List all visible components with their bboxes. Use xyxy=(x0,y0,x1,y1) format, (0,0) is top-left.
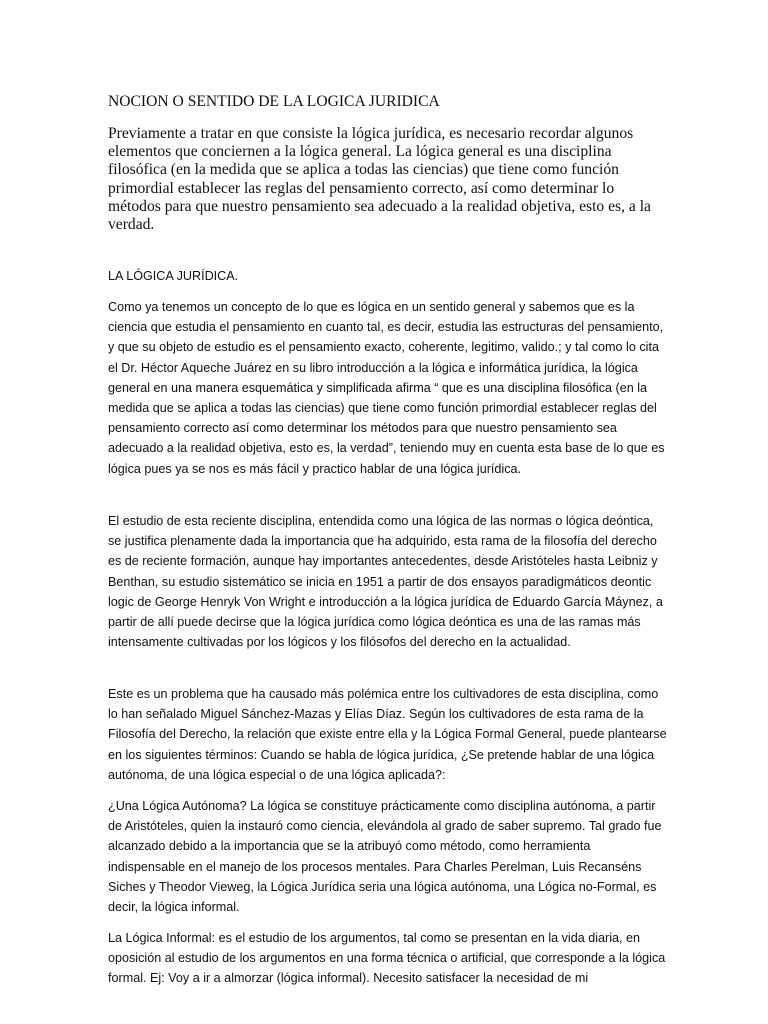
paragraph-informal-logic: La Lógica Informal: es el estudio de los argumentos, tal como se presentan en la vida diaria, en oposición al estudio de los argumentos en una forma técnica o artificial, que corresponde a la lógica formal. Ej: Voy a ir a almorzar (lógica informal). Necesito satisfacer la necesidad de mi xyxy=(108,931,666,986)
paragraph-deontic-logic: El estudio de esta reciente disciplina, entendida como una lógica de las normas o lógica deóntica, se justifica plenamente dada la importancia que ha adquirido, esta rama de la filosofía del derecho es de reciente formación, aunque hay importantes antecedentes, desde Aristóteles hasta Leibniz y Benthan, su estudio sistemático se inicia en 1951 a partir de dos ensayos paradigmáticos deontic logic de George Henryk Von Wright e introducción a la lógica jurídica de Eduardo García Máynez, a partir de allí puede decirse que la lógica jurídica como lógica deóntica es una de las ramas más intensamente cultivadas por los lógicos y los filósofos del derecho en la actualidad. xyxy=(108,514,663,650)
paragraph-autonomous-logic: ¿Una Lógica Autónoma? La lógica se constituye prácticamente como disciplina autónoma, a partir de Aristóteles, quien la instauró como ciencia, elevándola al grado de saber supremo. Tal grado fue alcanzado debido a la importancia que se la atribuyó como método, como herramienta indispensable en el manejo de los procesos mentales. Para Charles Perelman, Luis Recanséns Siches y Theodor Vieweg, la Lógica Jurídica seria una lógica autónoma, una Lógica no-Formal, es decir, la lógica informal. xyxy=(108,799,662,915)
document-title: NOCION O SENTIDO DE LA LOGICA JURIDICA xyxy=(108,93,440,110)
intro-paragraph: Previamente a tratar en que consiste la lógica jurídica, es necesario recordar algunos elementos que conciernen a la lógica general. La lógica general es una disciplina filosófica (en la medida que se aplica a todas las ciencias) que tiene como función primordial establecer las reglas del pensamiento correcto, así como determinar lo métodos para que nuestro pensamiento sea adecuado a la realidad objetiva, esto es, a la verdad. xyxy=(108,125,651,234)
paragraph-general-logic: Como ya tenemos un concepto de lo que es lógica en un sentido general y sabemos que es la ciencia que estudia el pensamiento en cuanto tal, es decir, estudia las estructuras del pensamiento, y que su objeto de estudio es el pensamiento exacto, coherente, legitimo, valido.; y tal como lo cita el Dr. Héctor Aqueche Juárez en su libro introducción a la lógica e informática jurídica, la lógica general en una manera esquemática y simplificada afirma “ que es una disciplina filosófica (en la medida que se aplica a todas las ciencias) que tiene como función primordial establecer reglas del pensamiento correcto así como determinar los métodos para que nuestro pensamiento sea adecuado a la realidad objetiva, esto es, la verdad”, teniendo muy en cuenta esta base de lo que es lógica pues ya se nos es más fácil y practico hablar de una lógica jurídica. xyxy=(108,300,665,476)
section-heading: LA LÓGICA JURÍDICA. xyxy=(108,269,239,283)
paragraph-polemic: Este es un problema que ha causado más polémica entre los cultivadores de esta disciplina, como lo han señalado Miguel Sánchez-Mazas y Elías Díaz. Según los cultivadores de esta rama de la Filosofía del Derecho, la relación que existe entre ella y la Lógica Formal General, puede plantearse en los siguientes términos: Cuando se habla de lógica jurídica, ¿Se pretende hablar de una lógica autónoma, de una lógica especial o de una lógica aplicada?: xyxy=(108,687,667,782)
